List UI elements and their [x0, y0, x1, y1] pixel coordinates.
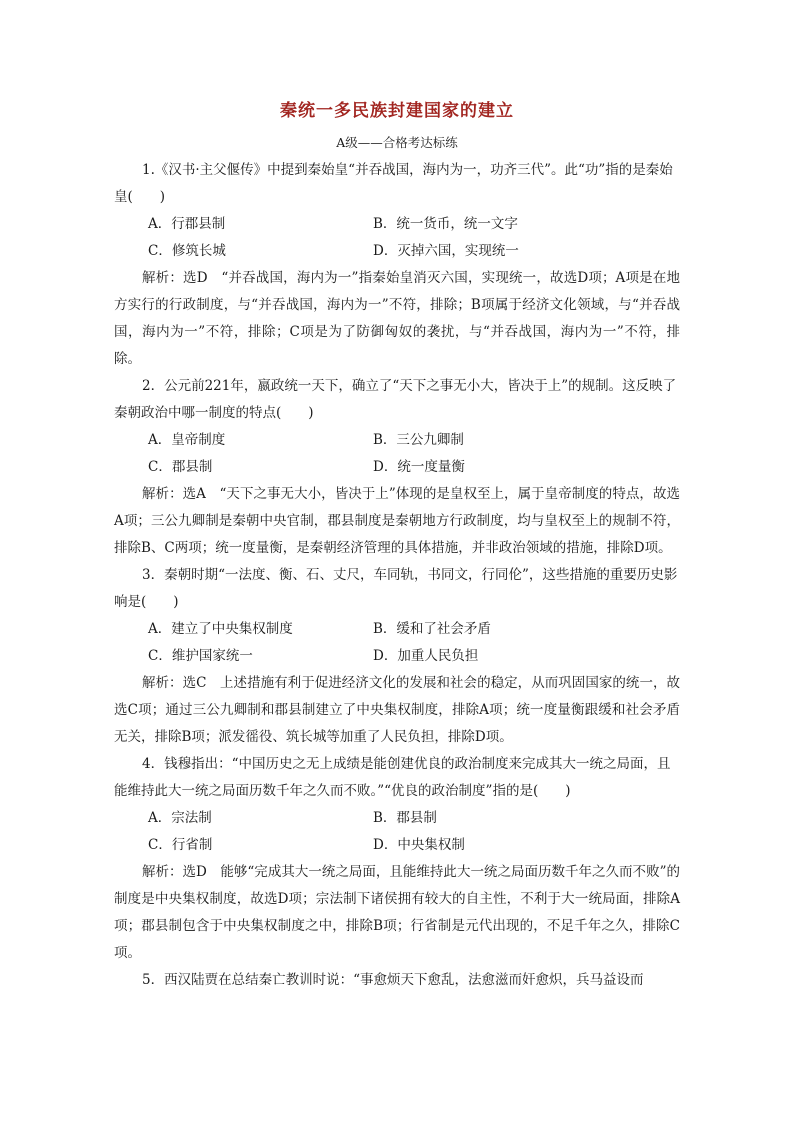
question-stem: 5．西汉陆贾在总结秦亡教训时说：“事愈烦天下愈乱，法愈滋而奸愈炽，兵马益设而	[142, 972, 644, 988]
answer-analysis: 解析：选D “并吞战国，海内为一”指秦始皇消灭六国，实现统一，故选D项；A项是在地方实行的行政制度，与“并吞战国，海内为一”不符，排除；B项属于经济文化领域，与“并吞战国，海内为一”不符，排除；C项是为了防御匈奴的袭扰，与“并吞战国，海内为一”不符，排除。	[114, 270, 680, 367]
document-title: 秦统一多民族封建国家的建立	[280, 101, 514, 121]
option-c: C．行省制	[148, 837, 213, 853]
option-d: D．中央集权制	[373, 837, 465, 853]
option-a: A．宗法制	[148, 810, 212, 826]
option-list	[114, 805, 680, 859]
option-list	[114, 211, 680, 265]
option-a: A．行郡县制	[148, 216, 226, 232]
option-d: D．加重人民负担	[373, 648, 479, 664]
option-d: D．统一度量衡	[373, 459, 465, 475]
option-c: C．维护国家统一	[148, 648, 253, 664]
option-b: B．缓和了社会矛盾	[373, 621, 491, 637]
question-4	[114, 751, 680, 967]
option-b: B．统一货币，统一文字	[373, 216, 518, 232]
option-c: C．修筑长城	[148, 243, 226, 259]
answer-analysis: 解析：选D 能够“完成其大一统之局面，且能维持此大一统之局面历数千年之久而不败”的制度是中央集权制度，故选D项；宗法制下诸侯拥有较大的自主性，不利于大一统局面，排除A项；郡县制包含于中央集权制度之中，排除B项；行省制是元代出现的，不足千年之久，排除C项。	[114, 864, 680, 961]
option-b: B．三公九卿制	[373, 432, 464, 448]
question-stem: 1.《汉书·主父偃传》中提到秦始皇“并吞战国，海内为一，功齐三代”。此“功”指的是秦始皇( )	[114, 162, 673, 205]
option-list	[114, 427, 680, 481]
question-2	[114, 373, 680, 562]
answer-analysis: 解析：选A “天下之事无大小，皆决于上”体现的是皇权至上，属于皇帝制度的特点，故选A项；三公九卿制是秦朝中央官制，郡县制度是秦朝地方行政制度，均与皇权至上的规制不符，排除B、C两项；统一度量衡，是秦朝经济管理的具体措施，并非政治领域的措施，排除D项。	[114, 486, 680, 556]
answer-analysis: 解析：选C 上述措施有利于促进经济文化的发展和社会的稳定，从而巩固国家的统一，故选C项；通过三公九卿制和郡县制建立了中央集权制度，排除A项；统一度量衡跟缓和社会矛盾无关，排除B项；派发徭役、筑长城等加重了人民负担，排除D项。	[114, 675, 680, 745]
option-c: C．郡县制	[148, 459, 213, 475]
question-stem: 3．秦朝时期“一法度、衡、石、丈尺，车同轨，书同文，行同伦”，这些措施的重要历史影响是( )	[114, 567, 678, 610]
option-a: A．建立了中央集权制度	[148, 621, 293, 637]
question-1	[114, 157, 680, 373]
question-stem: 4．钱穆指出：“中国历史之无上成绩是能创建优良的政治制度来完成其大一统之局面，且能维持此大一统之局面历数千年之久而不败。”“优良的政治制度”指的是( )	[114, 756, 671, 799]
question-5	[114, 967, 680, 994]
option-a: A．皇帝制度	[148, 432, 226, 448]
question-3	[114, 562, 680, 751]
section-subtitle: A级——合格考达标练	[336, 135, 458, 150]
option-d: D．灭掉六国，实现统一	[373, 243, 519, 259]
option-b: B．郡县制	[373, 810, 437, 826]
question-stem: 2．公元前221年，嬴政统一天下，确立了“天下之事无小大，皆决于上”的规制。这反映了秦朝政治中哪一制度的特点( )	[114, 378, 677, 421]
option-list	[114, 616, 680, 670]
